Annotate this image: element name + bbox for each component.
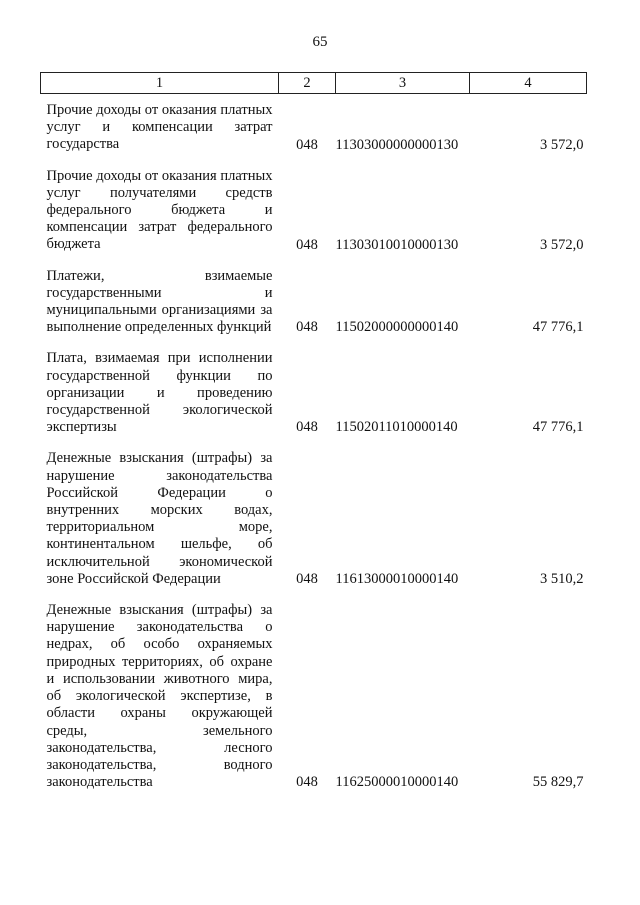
table-row <box>41 268 587 337</box>
row-budget-class-code: 11502000000000140 <box>335 319 459 336</box>
row-description: Прочие доходы от оказания платных услуг и компенсации затрат государства <box>46 102 273 153</box>
row-budget-class-code: 11303010010000130 <box>335 236 459 253</box>
row-budget-class-code: 11613000010000140 <box>335 571 459 588</box>
budget-revenue-table <box>40 72 587 791</box>
page-number: 65 <box>312 34 328 50</box>
header-col-1: 1 <box>41 73 279 94</box>
table-row <box>41 168 587 254</box>
header-col-4: 4 <box>470 73 587 94</box>
row-description: Денежные взыскания (штрафы) за нарушение законодательства Российской Федерации о внутренних морских водах, территориальном море, континентальном шельфе, об исключительной экономической зоне Российской Федерации <box>46 450 273 587</box>
row-admin-code: 048 <box>296 571 318 588</box>
row-amount: 3 510,2 <box>540 571 584 588</box>
row-amount: 55 829,7 <box>532 774 584 791</box>
table-row <box>41 450 587 588</box>
header-row <box>41 73 587 94</box>
row-admin-code: 048 <box>296 774 318 791</box>
row-admin-code: 048 <box>296 319 318 336</box>
row-description: Прочие доходы от оказания платных услуг получателями средств федерального бюджета и компенсации затрат федерального бюджета <box>46 167 273 253</box>
row-budget-class-code: 11502011010000140 <box>335 419 458 436</box>
row-amount: 3 572,0 <box>540 236 584 253</box>
row-budget-class-code: 11303000000000130 <box>335 136 459 153</box>
row-amount: 47 776,1 <box>532 419 584 436</box>
row-description: Плата, взимаемая при исполнении государственной функции по организации и проведению государственной экологической экспертизы <box>46 350 273 436</box>
row-admin-code: 048 <box>296 136 318 153</box>
header-col-3: 3 <box>336 73 470 94</box>
row-admin-code: 048 <box>296 236 318 253</box>
table-row <box>41 350 587 436</box>
header-col-2: 2 <box>279 73 336 94</box>
row-amount: 47 776,1 <box>532 319 584 336</box>
row-budget-class-code: 11625000010000140 <box>335 774 459 791</box>
row-admin-code: 048 <box>296 419 318 436</box>
row-description: Платежи, взимаемые государственными и муниципальными организациями за выполнение определенных функций <box>46 267 273 336</box>
row-description: Денежные взыскания (штрафы) за нарушение законодательства о недрах, об особо охраняемых природных территориях, об охране и использовании животного мира, об экологической экспертизе, в области охраны окружающей среды, земельного законодательства, лесного законодательства, водного законодательства <box>46 602 273 791</box>
row-amount: 3 572,0 <box>540 136 584 153</box>
table-row <box>41 102 587 154</box>
table-row <box>41 602 587 791</box>
